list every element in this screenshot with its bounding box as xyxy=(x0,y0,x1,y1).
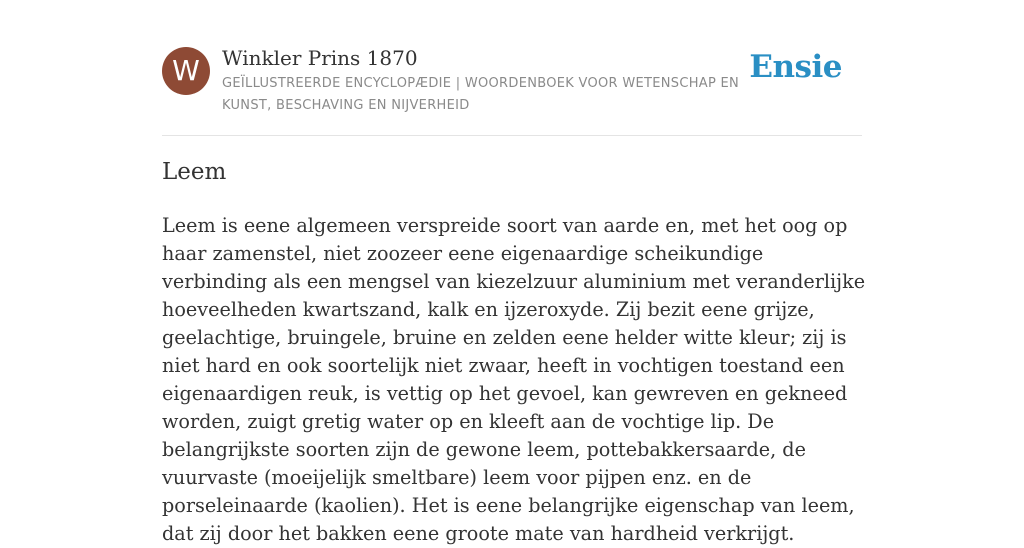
entry-body: Leem is eene algemeen verspreide soort van aarde en, met het oog op haar zamenstel, niet zoozeer eene eigenaardige scheikundige verbinding als een mengsel van kiezelzuur aluminium met veranderlijke hoeveelheden kwartszand, kalk en ijzeroxyde. Zij bezit eene grijze, geelachtige, bruingele, bruine en zelden eene helder witte kleur; zij is niet hard en ook soortelijk niet zwaar, heeft in vochtigen toestand een eigenaardigen reuk, is vettig op het gevoel, kan gewreven en gekneed worden, zuigt gretig water op en kleeft aan de vochtige lip. De belangrijkste soorten zijn de gewone leem, pottebakkersaarde, de vuurvaste (moeijelijk smeltbare) leem voor pijpen enz. en de porseleinaarde (kaolien). Het is eene belangrijke eigenschap van leem, dat zij door het bakken eene groote mate van hardheid verkrijgt. xyxy=(162,214,866,545)
source-avatar[interactable]: W xyxy=(162,47,210,95)
source-subtitle: GEÏLLUSTREERDE ENCYCLOPÆDIE | WOORDENBOEK VOOR WETENSCHAP EN KUNST, BESCHAVING EN NIJVERHEID xyxy=(222,76,740,113)
source-header xyxy=(162,46,862,135)
source-title[interactable]: Winkler Prins 1870 xyxy=(222,46,418,70)
entry-title: Leem xyxy=(162,159,227,185)
ensie-logo[interactable]: Ensie xyxy=(749,49,842,85)
header-divider xyxy=(162,135,862,136)
